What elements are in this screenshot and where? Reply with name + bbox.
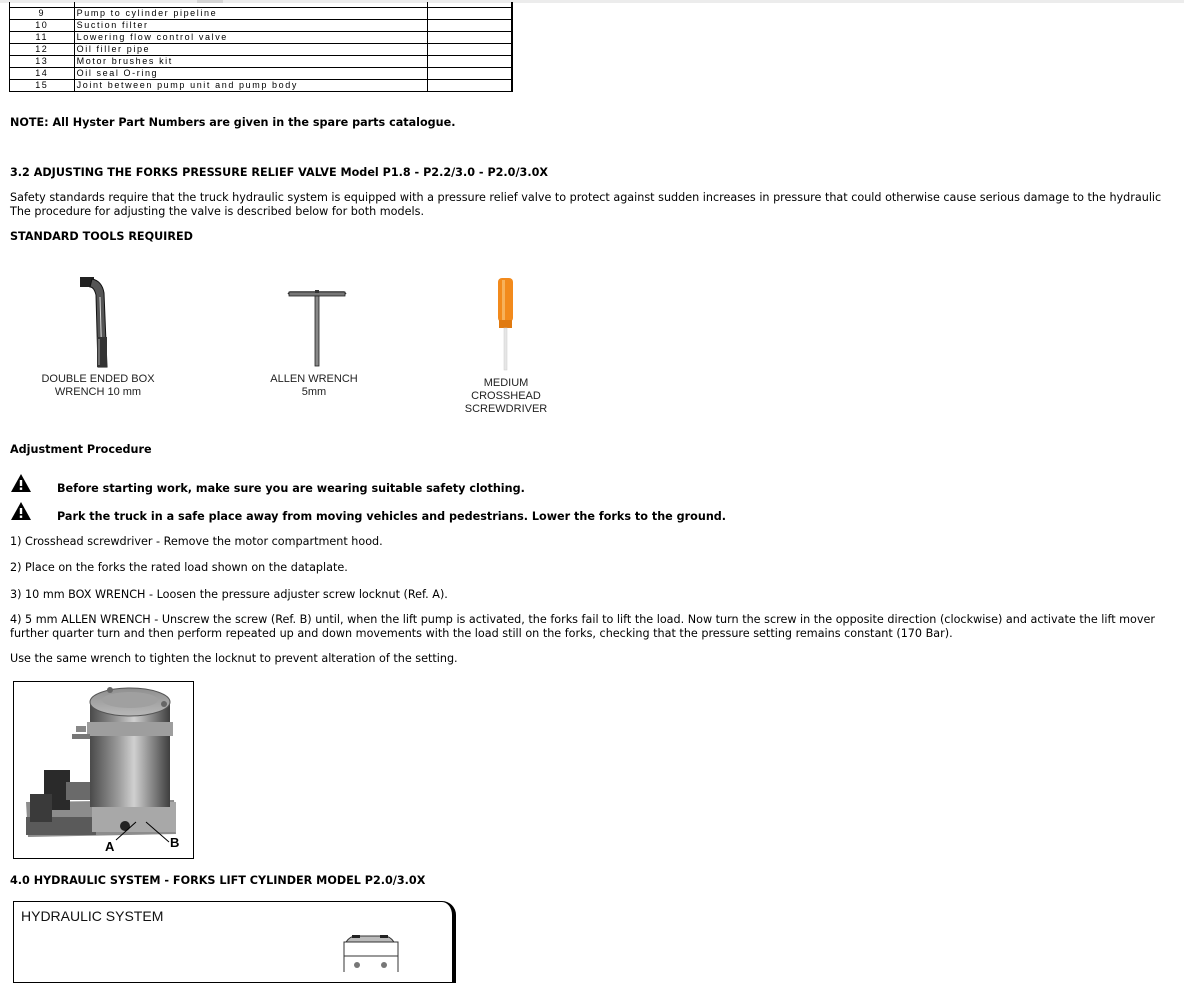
ref-label-b: B bbox=[170, 835, 180, 850]
warning-text: Park the truck in a safe place away from moving vehicles and pedestrians. Lower the forks to the ground. bbox=[57, 510, 727, 523]
part-description: Joint between pump unit and pump body bbox=[74, 80, 427, 92]
part-number: 12 bbox=[10, 44, 75, 56]
intro-text-line-1: Safety standards require that the truck hydraulic system is equipped with a pressure relief valve to protect against sudden increases in pressure that could otherwise cause serious damage to the hydraulic bbox=[10, 191, 1162, 204]
pump-unit-photo bbox=[13, 681, 194, 859]
table-row bbox=[10, 8, 513, 20]
part-number: 14 bbox=[10, 68, 75, 80]
part-number: 9 bbox=[10, 8, 75, 20]
warning-icon bbox=[10, 501, 32, 521]
tool-label-allen-wrench: ALLEN WRENCH 5mm bbox=[270, 373, 358, 398]
part-code bbox=[427, 44, 512, 56]
hydraulic-system-diagram bbox=[13, 901, 456, 983]
step-4-line-2: further quarter turn and then perform repeated up and down movements with the load still on the forks, checking that the pressure setting remains constant (170 Bar). bbox=[10, 627, 953, 640]
table-row bbox=[10, 32, 513, 44]
cylinder-component-drawing bbox=[342, 932, 402, 972]
step-4-line-1: 4) 5 mm ALLEN WRENCH - Unscrew the screw (Ref. B) until, when the lift pump is activated, the forks fail to lift the load. Now turn the screw in the opposite direction (clockwise) and activate the lift mover bbox=[10, 613, 1156, 626]
allen-wrench-icon bbox=[285, 288, 349, 368]
diagram-title: HYDRAULIC SYSTEM bbox=[21, 908, 164, 924]
step-3: 3) 10 mm BOX WRENCH - Loosen the pressure adjuster screw locknut (Ref. A). bbox=[10, 588, 448, 601]
table-row bbox=[10, 68, 513, 80]
part-description: Lowering flow control valve bbox=[74, 32, 427, 44]
part-number: 11 bbox=[10, 32, 75, 44]
part-number: 15 bbox=[10, 80, 75, 92]
ref-label-a: A bbox=[105, 839, 115, 854]
part-number: 10 bbox=[10, 20, 75, 32]
part-description: Pump to cylinder pipeline bbox=[74, 8, 427, 20]
tool-label-box-wrench: DOUBLE ENDED BOX WRENCH 10 mm bbox=[41, 373, 155, 398]
procedure-heading: Adjustment Procedure bbox=[10, 443, 152, 456]
part-code bbox=[427, 68, 512, 80]
part-code bbox=[427, 32, 512, 44]
part-description: Suction filter bbox=[74, 20, 427, 32]
part-code bbox=[427, 56, 512, 68]
warning-icon bbox=[10, 473, 32, 493]
part-description: Motor brushes kit bbox=[74, 56, 427, 68]
part-code bbox=[427, 8, 512, 20]
pump-unit-illustration bbox=[14, 682, 193, 858]
step-5: Use the same wrench to tighten the locknut to prevent alteration of the setting. bbox=[10, 652, 458, 665]
part-description: Oil seal O-ring bbox=[74, 68, 427, 80]
part-number: 13 bbox=[10, 56, 75, 68]
table-row bbox=[10, 56, 513, 68]
parts-table bbox=[9, 2, 513, 92]
table-row bbox=[10, 20, 513, 32]
note-text: NOTE: All Hyster Part Numbers are given in the spare parts catalogue. bbox=[10, 116, 456, 129]
warning-text: Before starting work, make sure you are wearing suitable safety clothing. bbox=[57, 482, 525, 495]
section-heading-3-2: 3.2 ADJUSTING THE FORKS PRESSURE RELIEF VALVE Model P1.8 - P2.2/3.0 - P2.0/3.0X bbox=[10, 166, 548, 179]
part-code bbox=[427, 80, 512, 92]
table-row bbox=[10, 44, 513, 56]
screwdriver-icon bbox=[494, 276, 518, 376]
tool-label-screwdriver: MEDIUM CROSSHEAD SCREWDRIVER bbox=[464, 377, 548, 415]
part-code bbox=[427, 20, 512, 32]
step-1: 1) Crosshead screwdriver - Remove the motor compartment hood. bbox=[10, 535, 383, 548]
table-row bbox=[10, 80, 513, 92]
part-description: Oil filler pipe bbox=[74, 44, 427, 56]
tools-heading: STANDARD TOOLS REQUIRED bbox=[10, 230, 193, 243]
intro-text-line-2: The procedure for adjusting the valve is described below for both models. bbox=[10, 205, 424, 218]
box-wrench-icon bbox=[76, 275, 116, 370]
step-2: 2) Place on the forks the rated load shown on the dataplate. bbox=[10, 561, 348, 574]
section-heading-4-0: 4.0 HYDRAULIC SYSTEM - FORKS LIFT CYLINDER MODEL P2.0/3.0X bbox=[10, 874, 426, 887]
